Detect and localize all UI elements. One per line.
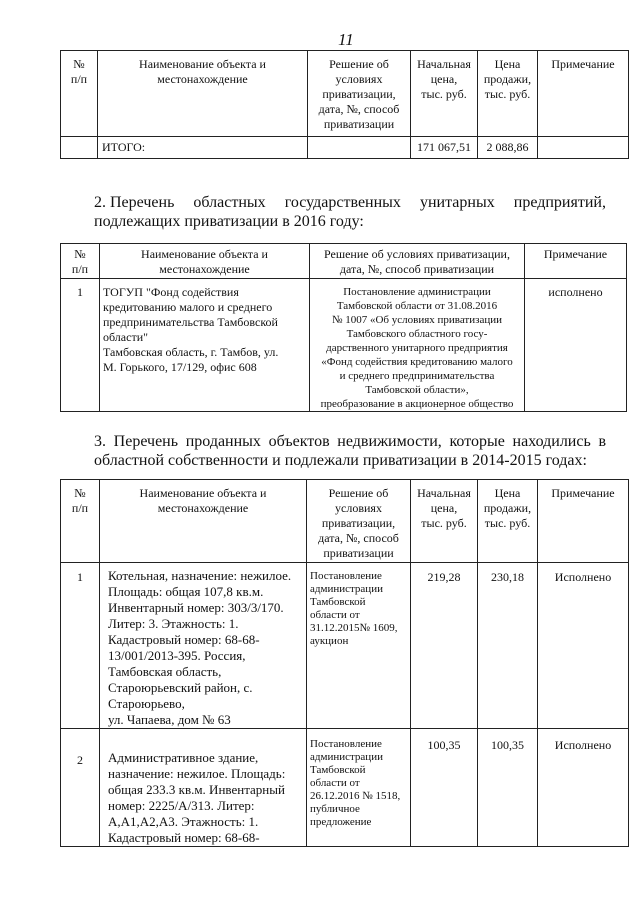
- col-start-price-header: Начальная цена, тыс. руб.: [411, 51, 478, 137]
- row-sale-price: 100,35: [478, 729, 538, 847]
- row-sale-price: 230,18: [478, 563, 538, 729]
- table-row: [61, 279, 627, 412]
- row-num: 1: [61, 279, 100, 412]
- section-2-heading: [94, 193, 606, 231]
- col-note-header: Примечание: [538, 480, 629, 563]
- section-3-heading-line1: 3. Перечень проданных объектов недвижимости, которые находились в: [94, 433, 606, 450]
- col-num-header: № п/п: [61, 480, 100, 563]
- section-2-heading-line1: [94, 193, 606, 212]
- total-label: ИТОГО:: [98, 137, 308, 159]
- col-sale-price-header: Цена продажи, тыс. руб.: [478, 480, 538, 563]
- col-name-header: Наименование объекта и местонахождение: [98, 51, 308, 137]
- total-row: [61, 137, 629, 159]
- heading-word: предприятий,: [513, 194, 606, 211]
- row-decision: Постановление администрации Тамбовской области от 26.12.2016 № 1518, публичное предложение: [307, 729, 411, 847]
- col-decision-header: Решение об условиях приватизации, дата, №, способ приватизации: [308, 51, 411, 137]
- col-name-header: Наименование объекта и местонахождение: [100, 480, 307, 563]
- table-1: [60, 50, 629, 159]
- col-decision-header: Решение об условиях приватизации, дата, №, способ приватизации: [307, 480, 411, 563]
- table-header-row: [61, 480, 629, 563]
- total-start-price: 171 067,51: [411, 137, 478, 159]
- table-header-row: [61, 51, 629, 137]
- row-note: исполнено: [525, 279, 627, 412]
- row-name: Административное здание, назначение: нежилое. Площадь: общая 233.3 кв.м. Инвентарный номер: 2225/А/313. Литер: А,А1,А2,А3. Этажность: 1. Кадастровый номер: 68-68-: [100, 729, 307, 847]
- total-sale-price: 2 088,86: [478, 137, 538, 159]
- page-number: 11: [338, 30, 354, 49]
- col-name-header: Наименование объекта и местонахождение: [100, 244, 310, 279]
- col-decision-header: Решение об условиях приватизации, дата, №, способ приватизации: [310, 244, 525, 279]
- row-note: Исполнено: [538, 563, 629, 729]
- row-num: 1: [61, 563, 100, 729]
- row-start-price: 219,28: [411, 563, 478, 729]
- table-3: [60, 479, 629, 847]
- row-num: 2: [61, 729, 100, 847]
- col-num-header: № п/п: [61, 51, 98, 137]
- col-start-price-header: Начальная цена, тыс. руб.: [411, 480, 478, 563]
- table-2: [60, 243, 627, 412]
- row-name: ТОГУП "Фонд содействия кредитованию малого и среднего предпринимательства Тамбовской области" Тамбовская область, г. Тамбов, ул. М. Горького, 17/129, офис 608: [100, 279, 310, 412]
- section-3-heading-line2: областной собственности и подлежали приватизации в 2014-2015 годах:: [94, 452, 587, 469]
- heading-word: унитарных: [419, 194, 495, 211]
- table-row: [61, 563, 629, 729]
- table-header-row: [61, 244, 627, 279]
- heading-word: 2. Перечень: [94, 194, 175, 211]
- heading-word: областных: [193, 194, 266, 211]
- col-sale-price-header: Цена продажи, тыс. руб.: [478, 51, 538, 137]
- col-note-header: Примечание: [538, 51, 629, 137]
- row-decision: Постановление администрации Тамбовской области от 31.08.2016 № 1007 «Об условиях приватизации Тамбовского областного госу- дарственного унитарного предприятия «Фонд содействия кредитованию малого и среднего предпринимательства Тамбовской области», преобразование в акционерное общество: [310, 279, 525, 412]
- row-decision: Постановление администрации Тамбовской области от 31.12.2015№ 1609, аукцион: [307, 563, 411, 729]
- section-3-heading: [94, 432, 606, 470]
- row-note: Исполнено: [538, 729, 629, 847]
- row-start-price: 100,35: [411, 729, 478, 847]
- row-name: Котельная, назначение: нежилое. Площадь: общая 107,8 кв.м. Инвентарный номер: 303/3/170. Литер: 3. Этажность: 1. Кадастровый номер: 68-68- 13/001/2013-395. Россия, Тамбовская область, Староюрьевский район, с. Староюрьево, ул. Чапаева, дом № 63: [100, 563, 307, 729]
- col-num-header: № п/п: [61, 244, 100, 279]
- heading-word: государственных: [284, 194, 401, 211]
- section-2-heading-line2: подлежащих приватизации в 2016 году:: [94, 213, 364, 230]
- table-row: [61, 729, 629, 847]
- col-note-header: Примечание: [525, 244, 627, 279]
